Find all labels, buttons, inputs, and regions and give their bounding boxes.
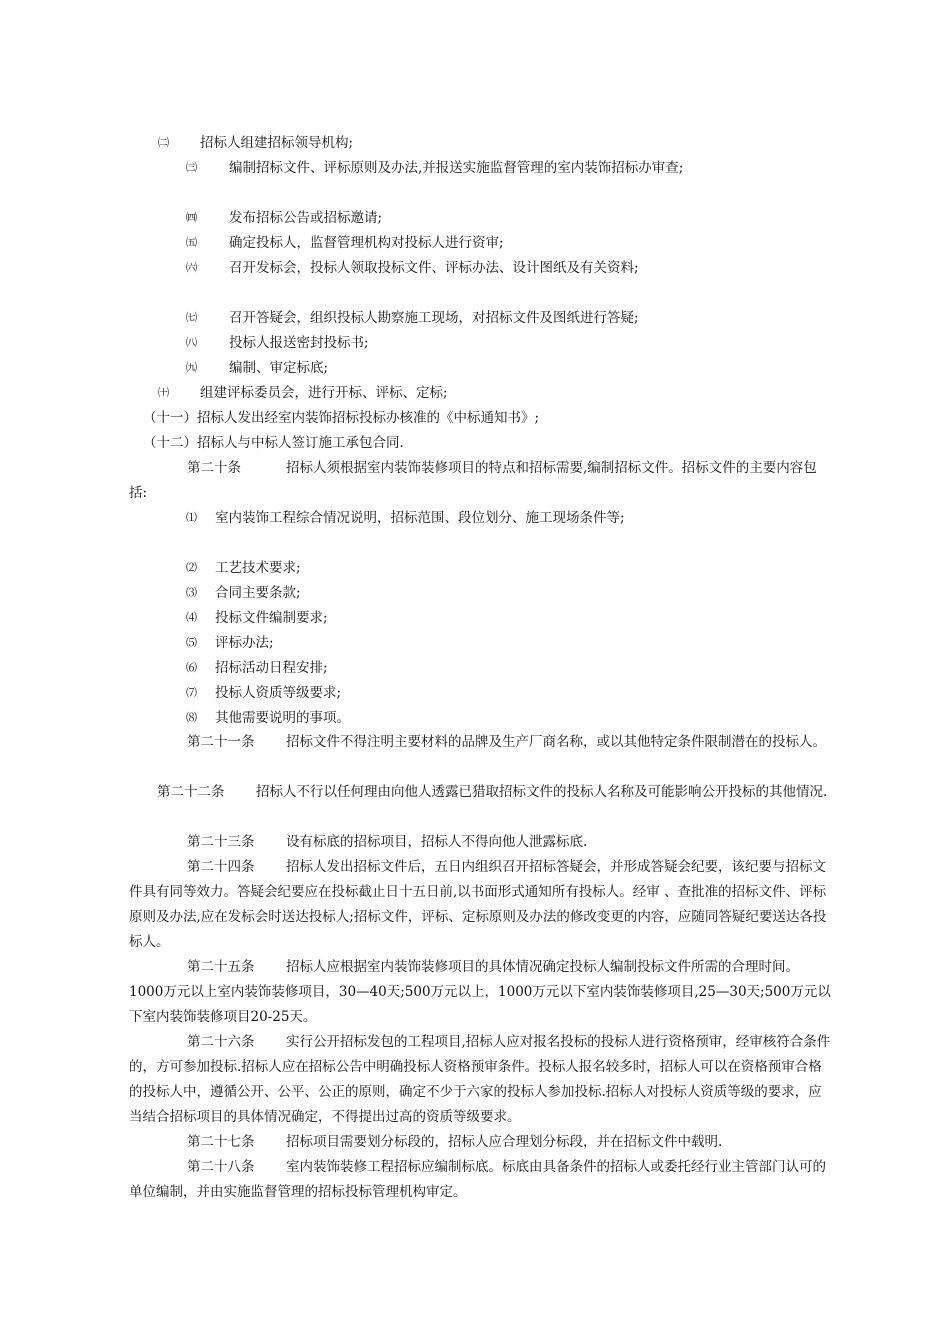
step-number: ㈤ (186, 236, 197, 249)
step-text: （十一）招标人发出经室内装饰招标投标办核准的《中标通知书》; (143, 410, 540, 426)
content-text: 合同主要条款; (215, 585, 301, 601)
step-number: ㈢ (186, 161, 197, 174)
article-text: 室内装饰装修工程招标应编制标底。标底由具备条件的招标人或委托经行业主管部门认可的单位编制，并由实施监督管理的招标投标管理机构审定。 (129, 1159, 826, 1200)
content-number: ⑸ (186, 636, 197, 649)
article-25 (129, 955, 831, 1030)
article-24 (129, 855, 831, 955)
article-28 (129, 1155, 831, 1205)
step-number: ㈥ (186, 261, 197, 274)
content-number: ⑻ (186, 711, 197, 724)
step-text: （十二）招标人与中标人签订施工承包合同. (143, 435, 404, 451)
step-number: ㈦ (186, 311, 197, 324)
article-heading: 第二十六条 (187, 1034, 255, 1050)
content-number: ⑵ (186, 561, 197, 574)
article-text: 招标文件不得注明主要材料的品牌及生产厂商名称，或以其他特定条件限制潜在的投标人。 (286, 734, 826, 750)
step-number: ㈣ (186, 211, 197, 224)
article-heading: 第二十七条 (187, 1134, 255, 1150)
content-text: 室内装饰工程综合情况说明，招标范围、段位划分、施工现场条件等; (215, 510, 625, 526)
content-text: 其他需要说明的事项。 (215, 710, 350, 726)
content-number: ⑹ (186, 661, 197, 674)
content-text: 工艺技术要求; (215, 560, 301, 576)
step-number: ㈧ (186, 336, 197, 349)
article-heading: 第二十一条 (187, 734, 255, 750)
article-text: 设有标底的招标项目，招标人不得向他人泄露标底. (286, 834, 588, 850)
article-26 (129, 1030, 831, 1130)
content-text: 投标文件编制要求; (215, 610, 328, 626)
step-number: ㈡ (158, 136, 169, 149)
step-text: 投标人报送密封投标书; (229, 335, 369, 351)
article-heading: 第二十条 (187, 460, 241, 476)
step-text: 确定投标人，监督管理机构对投标人进行资审; (229, 235, 504, 251)
step-text: 召开发标会，投标人领取投标文件、评标办法、设计图纸及有关资料; (229, 260, 639, 276)
article-text: 实行公开招标发包的工程项目,招标人应对报名投标的投标人进行资格预审，经审核符合条件的，方可参加投标.招标人应在招标公告中明确投标人资格预审条件。投标人报名较多时，招标人可以在资格预审合格的投标人中，遵循公开、公平、公正的原则，确定不少于六家的投标人参加投标.招标人对投标人资质等级的要求，应当结合招标项目的具体情况确定，不得提出过高的资质等级要求。 (129, 1034, 831, 1125)
step-text: 招标人组建招标领导机构; (200, 135, 354, 151)
article-text: 招标人须根据室内装饰装修项目的特点和招标需要,编制招标文件。招标文件的主要内容包括: (129, 460, 817, 501)
article-22 (129, 780, 831, 805)
article-heading: 第二十二条 (157, 784, 225, 800)
step-number: ㈩ (158, 386, 169, 399)
step-text: 召开答疑会，组织投标人勘察施工现场，对招标文件及图纸进行答疑; (229, 310, 639, 326)
content-text: 投标人资质等级要求; (215, 685, 342, 701)
article-heading: 第二十五条 (187, 959, 255, 975)
step-text: 编制、审定标底; (229, 360, 329, 376)
article-27 (129, 1130, 831, 1155)
article-text: 招标项目需要划分标段的，招标人应合理划分标段，并在招标文件中载明. (286, 1134, 723, 1150)
article-23 (129, 830, 831, 855)
article-text: 招标人发出招标文件后，五日内组织召开招标答疑会，并形成答疑会纪要，该纪要与招标文件具有同等效力。答疑会纪要应在投标截止日十五日前,以书面形式通知所有投标人。经审 、查批准的招标文件、评标原则及办法,应在发标会时送达投标人;招标文件，评标、定标原则及办法的修改变更的内容，应随同答疑纪要送达各投标人。 (129, 859, 827, 950)
content-number: ⑴ (186, 511, 197, 524)
content-number: ⑶ (186, 586, 197, 599)
article-heading: 第二十四条 (187, 859, 255, 875)
content-text: 招标活动日程安排; (215, 660, 328, 676)
article-heading: 第二十八条 (187, 1159, 255, 1175)
content-text: 评标办法; (215, 635, 274, 651)
step-text: 编制招标文件、评标原则及办法,并报送实施监督管理的室内装饰招标办审查; (229, 160, 684, 176)
content-number: ⑺ (186, 686, 197, 699)
article-21 (129, 730, 831, 755)
step-number: ㈨ (186, 361, 197, 374)
article-text: 招标人不行以任何理由向他人透露已猎取招标文件的投标人名称及可能影响公开投标的其他情况. (256, 784, 828, 800)
step-text: 发布招标公告或招标邀请; (229, 210, 383, 226)
article-20 (129, 456, 831, 506)
step-text: 组建评标委员会，进行开标、评标、定标; (200, 385, 448, 401)
content-number: ⑷ (186, 611, 197, 624)
article-heading: 第二十三条 (187, 834, 255, 850)
article-text: 招标人应根据室内装饰装修项目的具体情况确定投标人编制投标文件所需的合理时间。1000万元以上室内装饰装修项目，30—40天;500万元以上，1000万元以下室内装饰装修项目,25—30天;500万元以下室内装饰装修项目20-25天。 (129, 959, 831, 1025)
